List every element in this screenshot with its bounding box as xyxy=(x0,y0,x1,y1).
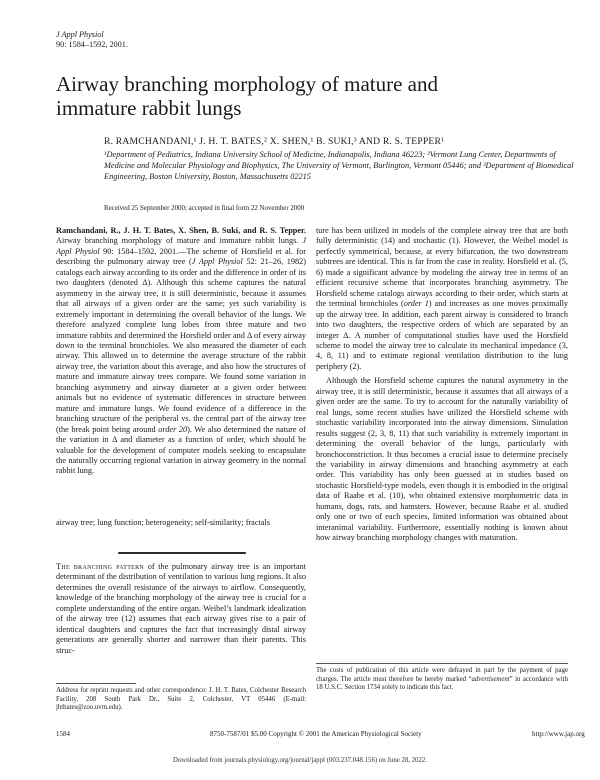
footnote-right-italic: advertisement xyxy=(471,675,510,683)
affiliations: ¹Department of Pediatrics, Indiana University School of Medicine, Indianapolis, Indiana 46223; ²Vermont Lung Center, Departments of Medicine and Molecular Physiology and Biophysics, The University of Vermont, Burlington, Vermont 05446; and ³Department of Biomedical Engineering, Boston University, Boston, Massachusetts 02215 xyxy=(104,150,574,182)
page-number: 1584 xyxy=(56,730,70,738)
download-notice: Downloaded from journals.physiology.org/journal/jappl (003.237.048.156) on June 28, 2022. xyxy=(173,757,427,764)
copyright-line: 8750-7587/01 $5.00 Copyright © 2001 the American Physiological Society xyxy=(210,730,422,738)
intro-lead: The branching pattern xyxy=(56,562,145,571)
abstract-journal-ref-2: J Appl Physiol xyxy=(191,257,243,267)
received-dates: Received 25 September 2000; accepted in final form 22 November 2000 xyxy=(104,205,305,212)
intro-paragraph xyxy=(56,562,306,656)
right-column-body xyxy=(316,226,568,548)
right-p1-text-b: ) and increases as one moves proximally up the airway tree. In addition, each parent airway is considered to branch into two daughters, the respective orders of which are separated by an integer Δ. A number of computational studies have used the Horsfield scheme to model the airway tree to calculate its mechanical impedance (3, 4, 8, 11) and to estimate regional ventilation distribution to the lung periphery (2). xyxy=(316,299,569,371)
abstract-journal-ref: J Appl Physiol xyxy=(56,236,306,256)
abstract-text-2: 90: 1584–1592, 2001.—The scheme of Horsfield et al. for describing the pulmonary airway tree ( xyxy=(56,246,307,267)
journal-header xyxy=(56,30,128,50)
footnote-correspondence: Address for reprint requests and other correspondence: J. H. T. Bates, Colchester Research Facility, 208 South Park Dr., Suite 2, Colchester, VT 05446 (E-mail: jhtbates@zoo.uvm.edu). xyxy=(56,687,306,712)
abstract xyxy=(56,226,306,477)
footnote-rule-left xyxy=(56,683,136,684)
article-title: Airway branching morphology of mature and immature rabbit lungs xyxy=(56,72,438,120)
footnote-right-text-b: ” in accordance with 18 U.S.C. Section 1734 solely to indicate this fact. xyxy=(316,675,568,692)
keywords: airway tree; lung function; heterogeneity; self-similarity; fractals xyxy=(56,518,270,527)
abstract-order-italic: order 20 xyxy=(158,424,188,434)
abstract-text-4: ). We also determined the nature of the variation in Δ and diameter as a function of order, which should be valuable for the development of computer models seeking to encapsulate the naturally occurring regional variation in airway geometry in the normal rabbit lung. xyxy=(56,424,306,476)
right-paragraph-2: Although the Horsfield scheme captures the natural asymmetry in the airway tree, it is still deterministic, because it assumes that all airways of a given order are the same. To try to account for the naturally variability of real lungs, some recent studies have utilized the Horsfield scheme with stochastic variability incorporated into the airway dimensions. Simulation results suggest (2, 3, 8, 11) that such variability is extremely important in determining the overall behavior of the lungs, particularly with bronchoconstriction. It thus becomes a crucial issue to determine precisely the variability in airway dimensions and branching asymmetry at each order. This variability has only been guessed at in studies based on stochastic Horsfield-type models, even though it is embodied in the original data of Raabe et al. (10), who obtained extensive morphometric data in humans, dogs, rats, and hamsters. However, because Raabe et al. studied only one or two of each species, limited information was obtained about interanimal variability. Furthermore, essentially nothing is known about how airway branching morphology changes with maturation. xyxy=(316,376,568,543)
abstract-authors: Ramchandani, R., J. H. T. Bates, X. Shen, B. Suki, and R. S. Tepper. xyxy=(56,226,306,235)
abstract-text-1: Airway branching morphology of mature and immature rabbit lungs. xyxy=(56,236,303,246)
right-p1-text-a: ture has been utilized in models of the complete airway tree that are both fully deterministic (14) and stochastic (1). However, the Weibel model is perfectly symmetrical, because, at every bifurcation, the two downstream subtrees are identical. This is far from the case in reality. Horsfield et al. (5, 6) made a significant advance by modeling the airway tree in terms of an efficient recursive scheme that incorporates branching asymmetry. The Horsfield scheme catalogs airways according to their order, which starts at the terminal bronchioles ( xyxy=(316,226,568,309)
journal-citation: 90: 1584–1592, 2001. xyxy=(56,40,128,49)
section-divider xyxy=(118,552,246,554)
right-paragraph-1 xyxy=(316,226,568,372)
footnote-publication-costs xyxy=(316,667,568,693)
journal-url[interactable]: http://www.jap.org xyxy=(532,730,585,738)
footnote-rule-right xyxy=(316,663,568,664)
abstract-text-3: 52: 21–26, 1982) catalogs each airway according to its order and the difference in order of its two daughters (denoted Δ). Although this scheme captures the natural asymmetry in the airway tree, it is still deterministic, because it assumes that all airways of a given order are the same; yet such variability is extremely important in determining the overall behavior of the lungs. We therefore analyzed complete lung lobes from three mature and two immature rabbits and determined the Horsfield order and Δ of every airway down to the terminal bronchioles. We also measured the diameter of each airway. This allowed us to determine the average structure of the rabbit airway tree, the variation about this average, and also how the structures of mature and immature airway trees compare. We found some variation in branching asymmetry and airway diameter at a given order between animals but no evidence of systematic differences in structure between mature and immature lungs. We found evidence of a difference in the branching structure of the peripheral vs. the central part of the airway tree (the break point being around xyxy=(56,257,307,434)
journal-name: J Appl Physiol xyxy=(56,30,104,39)
author-list: R. RAMCHANDANI,¹ J. H. T. BATES,² X. SHEN,¹ B. SUKI,³ AND R. S. TEPPER¹ xyxy=(104,136,445,147)
footnote-right-text-a: The costs of publication of this article were defrayed in part by the payment of page charges. The article must therefore be hereby marked “ xyxy=(316,667,568,683)
right-p1-italic: order 1 xyxy=(403,299,429,309)
intro-text: of the pulmonary airway tree is an important determinant of the distribution of ventilation to various lung regions. It also determines the overall resistance of the airways to airflow. Consequently, knowledge of the branching morphology of the airway tree is crucial for a complete understanding of the entire organ. Weibel’s landmark idealization of the airway tree (12) assumes that each airway gives rise to a pair of identical daughters and captures the fact that increasingly distal airway generations are generally shorter and narrower than their parents. This struc- xyxy=(56,562,306,655)
